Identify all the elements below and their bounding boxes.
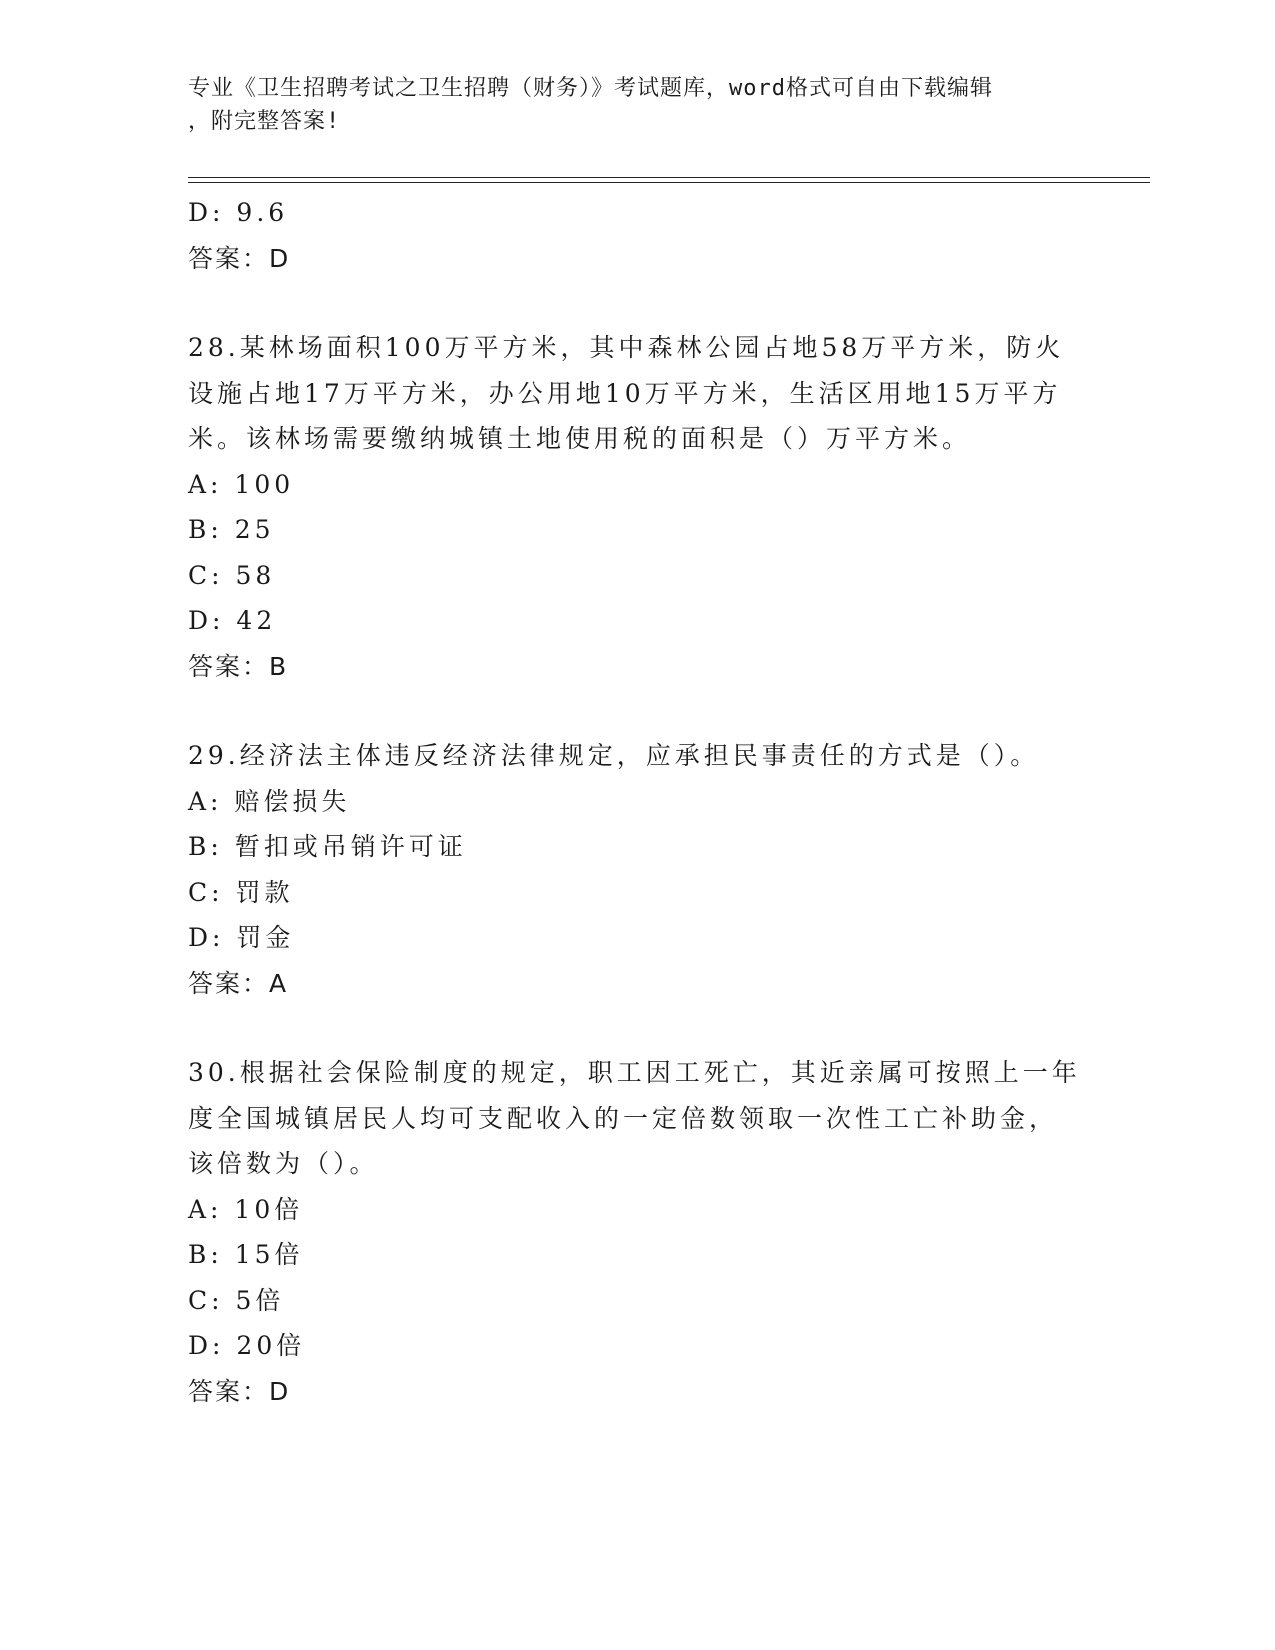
question-stem-line: 度全国城镇居民人均可支配收入的一定倍数领取一次性工亡补助金， — [188, 1103, 1059, 1133]
document-header — [188, 72, 1068, 138]
question-stem-line: 30.根据社会保险制度的规定，职工因工死亡，其近亲属可按照上一年 — [188, 1058, 1081, 1087]
option-a: A: 10倍 — [188, 1194, 304, 1224]
option-b: B: 暂扣或吊销许可证 — [188, 832, 467, 861]
option-c: C: 罚款 — [188, 877, 294, 907]
option-b: B: 15倍 — [188, 1240, 304, 1269]
answer-line: 答案：D — [188, 243, 291, 273]
option-c: C: 5倍 — [188, 1285, 285, 1315]
option-d: D: 42 — [188, 606, 277, 635]
answer-line: 答案：B — [188, 651, 289, 681]
option-b: B: 25 — [188, 515, 275, 544]
question-stem-line: 28.某林场面积100万平方米，其中森林公园占地58万平方米，防火 — [188, 333, 1065, 362]
spacer — [188, 281, 1088, 325]
answer-line: 答案：A — [188, 968, 289, 998]
header-title-line-continued: ，附完整答案! — [188, 109, 341, 134]
question-stem-line: 设施占地17万平方米，办公用地10万平方米，生活区用地15万平方 — [188, 378, 1062, 408]
question-list — [188, 190, 1088, 1414]
option-d: D: 罚金 — [188, 923, 295, 952]
spacer — [188, 1006, 1088, 1050]
answer-line: 答案：D — [188, 1376, 291, 1406]
header-title-line: 专业《卫生招聘考试之卫生招聘（财务）》考试题库，word格式可自由下载编辑 — [188, 76, 993, 101]
option-a: A: 100 — [188, 469, 295, 499]
previous-question-tail — [188, 190, 1088, 281]
question-stem-line: 29.经济法主体违反经济法律规定，应承担民事责任的方式是（）。 — [188, 741, 1040, 770]
question-stem-line: 该倍数为（）。 — [188, 1149, 379, 1178]
option-c: C: 58 — [188, 560, 276, 590]
spacer — [188, 689, 1088, 733]
question-29 — [188, 733, 1088, 1006]
question-stem-line: 米。该林场需要缴纳城镇土地使用税的面积是（）万平方米。 — [188, 424, 972, 453]
option-d: D: 20倍 — [188, 1331, 306, 1360]
question-28 — [188, 325, 1088, 689]
header-divider-top — [188, 177, 1150, 178]
header-divider-bottom — [188, 182, 1150, 183]
option-d: D: 9.6 — [188, 198, 289, 227]
question-30 — [188, 1050, 1088, 1414]
option-a: A: 赔偿损失 — [188, 786, 351, 816]
